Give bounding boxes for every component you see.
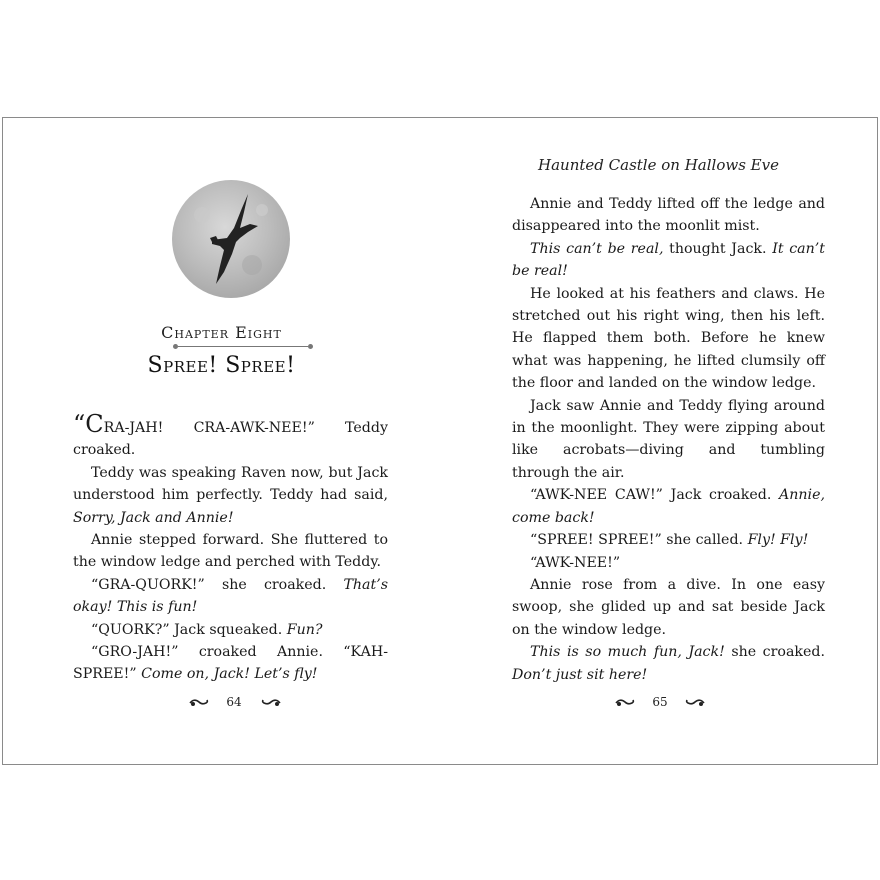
dropcap: “C — [73, 410, 104, 438]
book-spread — [2, 117, 878, 765]
paragraph-text: thought Jack. — [663, 240, 773, 257]
chapter-divider — [178, 346, 308, 347]
paragraph — [73, 529, 388, 574]
paragraph — [512, 552, 825, 574]
paragraph — [512, 283, 825, 395]
swirl-ornament-icon — [260, 697, 282, 712]
paragraph-italic: Fun? — [286, 621, 323, 638]
paragraph — [73, 574, 388, 619]
chapter-label: Chapter Eight — [161, 323, 282, 342]
paragraph — [73, 641, 388, 686]
paragraph-text: she croaked. — [724, 644, 825, 661]
paragraph-italic: Sorry, Jack and Annie! — [73, 509, 234, 526]
swirl-ornament-icon — [614, 697, 636, 712]
page-number: 64 — [226, 695, 242, 709]
moon-raven-illustration — [172, 180, 290, 298]
paragraph-text: “QUORK?” Jack squeaked. — [91, 621, 287, 638]
paragraph-text: “SPREE! SPREE!” she called. — [530, 532, 748, 549]
left-page-body — [73, 410, 388, 686]
paragraph — [512, 641, 825, 686]
paragraph-italic: This can’t be real, — [530, 240, 664, 257]
paragraph — [512, 574, 825, 641]
paragraph-italic: It can’t be real! — [512, 240, 825, 280]
paragraph-text: Annie stepped forward. She fluttered to the window ledge and perched with Teddy. — [73, 532, 388, 571]
left-page — [3, 118, 440, 764]
paragraph-text: “AWK-NEE CAW!” Jack croaked. — [530, 487, 780, 504]
paragraph — [512, 238, 825, 283]
paragraph-italic: This is so much fun, Jack! — [530, 644, 725, 661]
paragraph-italic: Fly! Fly! — [747, 532, 809, 549]
right-page-body — [512, 193, 825, 686]
right-page — [440, 118, 877, 764]
paragraph-text: Annie and Teddy lifted off the ledge and disappeared into the moonlit mist. — [512, 196, 825, 235]
running-head: Haunted Castle on Hallows Eve — [538, 156, 779, 174]
page-footer — [3, 693, 440, 713]
paragraph-italic: That’s okay! This is fun! — [73, 576, 388, 616]
paragraph — [512, 484, 825, 529]
paragraph-text: Annie rose from a dive. In one easy swoop, she glided up and sat beside Jack on the window ledge. — [512, 576, 825, 638]
paragraph-text: He looked at his feathers and claws. He stretched out his right wing, then his left. He flapped them both. Before he knew what was happening, he lifted clumsily off the floor and landed on the window ledge. — [512, 285, 825, 392]
raven-icon — [172, 180, 290, 298]
paragraph — [512, 193, 825, 238]
paragraph — [73, 410, 388, 462]
paragraph — [512, 529, 825, 551]
page-footer — [440, 693, 877, 713]
paragraph-text: “GRA-QUORK!” she croaked. — [91, 576, 344, 593]
paragraph-text: Jack saw Annie and Teddy flying around in the moonlight. They were zipping about like acrobats—diving and tumbling through the air. — [512, 397, 825, 481]
paragraph-italic: Annie, come back! — [512, 487, 825, 526]
swirl-ornament-icon — [684, 697, 706, 712]
page-number: 65 — [652, 695, 668, 709]
paragraph-text: “GRO-JAH!” croaked Annie. “KAH-SPREE!” — [73, 644, 388, 683]
paragraph-text: RA-JAH! CRA-AWK-NEE!” Teddy croaked. — [73, 420, 388, 459]
paragraph — [512, 395, 825, 485]
paragraph-italic: Don’t just sit here! — [512, 666, 648, 683]
paragraph — [73, 462, 388, 529]
paragraph-text: Teddy was speaking Raven now, but Jack understood him perfectly. Teddy had said, — [73, 464, 388, 504]
paragraph — [73, 619, 388, 641]
paragraph-italic: Come on, Jack! Let’s fly! — [141, 666, 318, 683]
swirl-ornament-icon — [188, 697, 210, 712]
chapter-title: Spree! Spree! — [147, 353, 296, 378]
paragraph-text: “AWK-NEE!” — [530, 554, 621, 571]
